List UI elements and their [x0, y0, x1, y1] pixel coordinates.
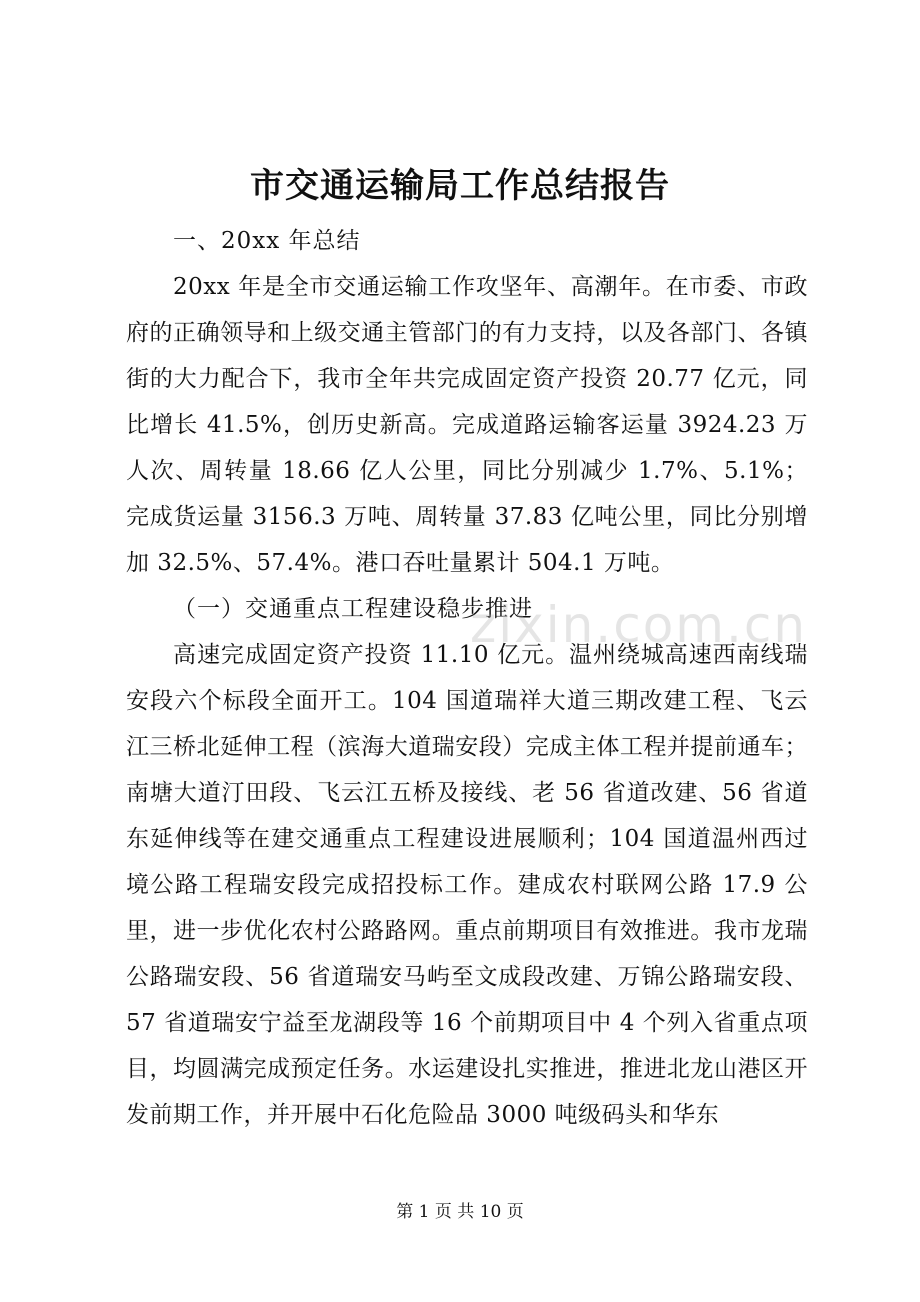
sub-heading: （一）交通重点工程建设稳步推进 — [173, 596, 533, 622]
paragraph-summary: 20xx 年是全市交通运输工作攻坚年、高潮年。在市委、市政府的正确领导和上级交通主管部门的有力支持，以及各部门、各镇街的大力配合下，我市全年共完成固定资产投资 20.77 亿元，同比增长 41.5%，创历史新高。完成道路运输客运量 3924.23 万人次、周转量 18.66 亿人公里，同比分别减少 1.7%、5.1%；完成货运量 3156.3 万吨、周转量 37.83 亿吨公里，同比分别增加 32.5%、57.4%。港口吞吐量累计 504.1 万吨。 — [126, 274, 808, 576]
watermark: zixin.com.cn — [470, 596, 808, 654]
section-heading: 一、20xx 年总结 — [173, 228, 361, 254]
paragraph-construction: 高速完成固定资产投资 11.10 亿元。温州绕城高速西南线瑞安段六个标段全面开工。104 国道瑞祥大道三期改建工程、飞云江三桥北延伸工程（滨海大道瑞安段）完成主体工程并提前通车；南塘大道汀田段、飞云江五桥及接线、老 56 省道改建、56 省道东延伸线等在建交通重点工程建设进展顺利；104 国道温州西过境公路工程瑞安段完成招投标工作。建成农村联网公路 17.9 公里，进一步优化农村公路路网。重点前期项目有效推进。我市龙瑞公路瑞安段、56 省道瑞安马屿至文成段改建、万锦公路瑞安段、57 省道瑞安宁益至龙湖段等 16 个前期项目中 4 个列入省重点项目，均圆满完成预定任务。水运建设扎实推进，推进北龙山港区开发前期工作，并开展中石化危险品 3000 吨级码头和华东 — [126, 642, 808, 1128]
page-footer: 第 1 页 共 10 页 — [396, 1202, 524, 1222]
document-title: 市交通运输局工作总结报告 — [250, 166, 670, 206]
